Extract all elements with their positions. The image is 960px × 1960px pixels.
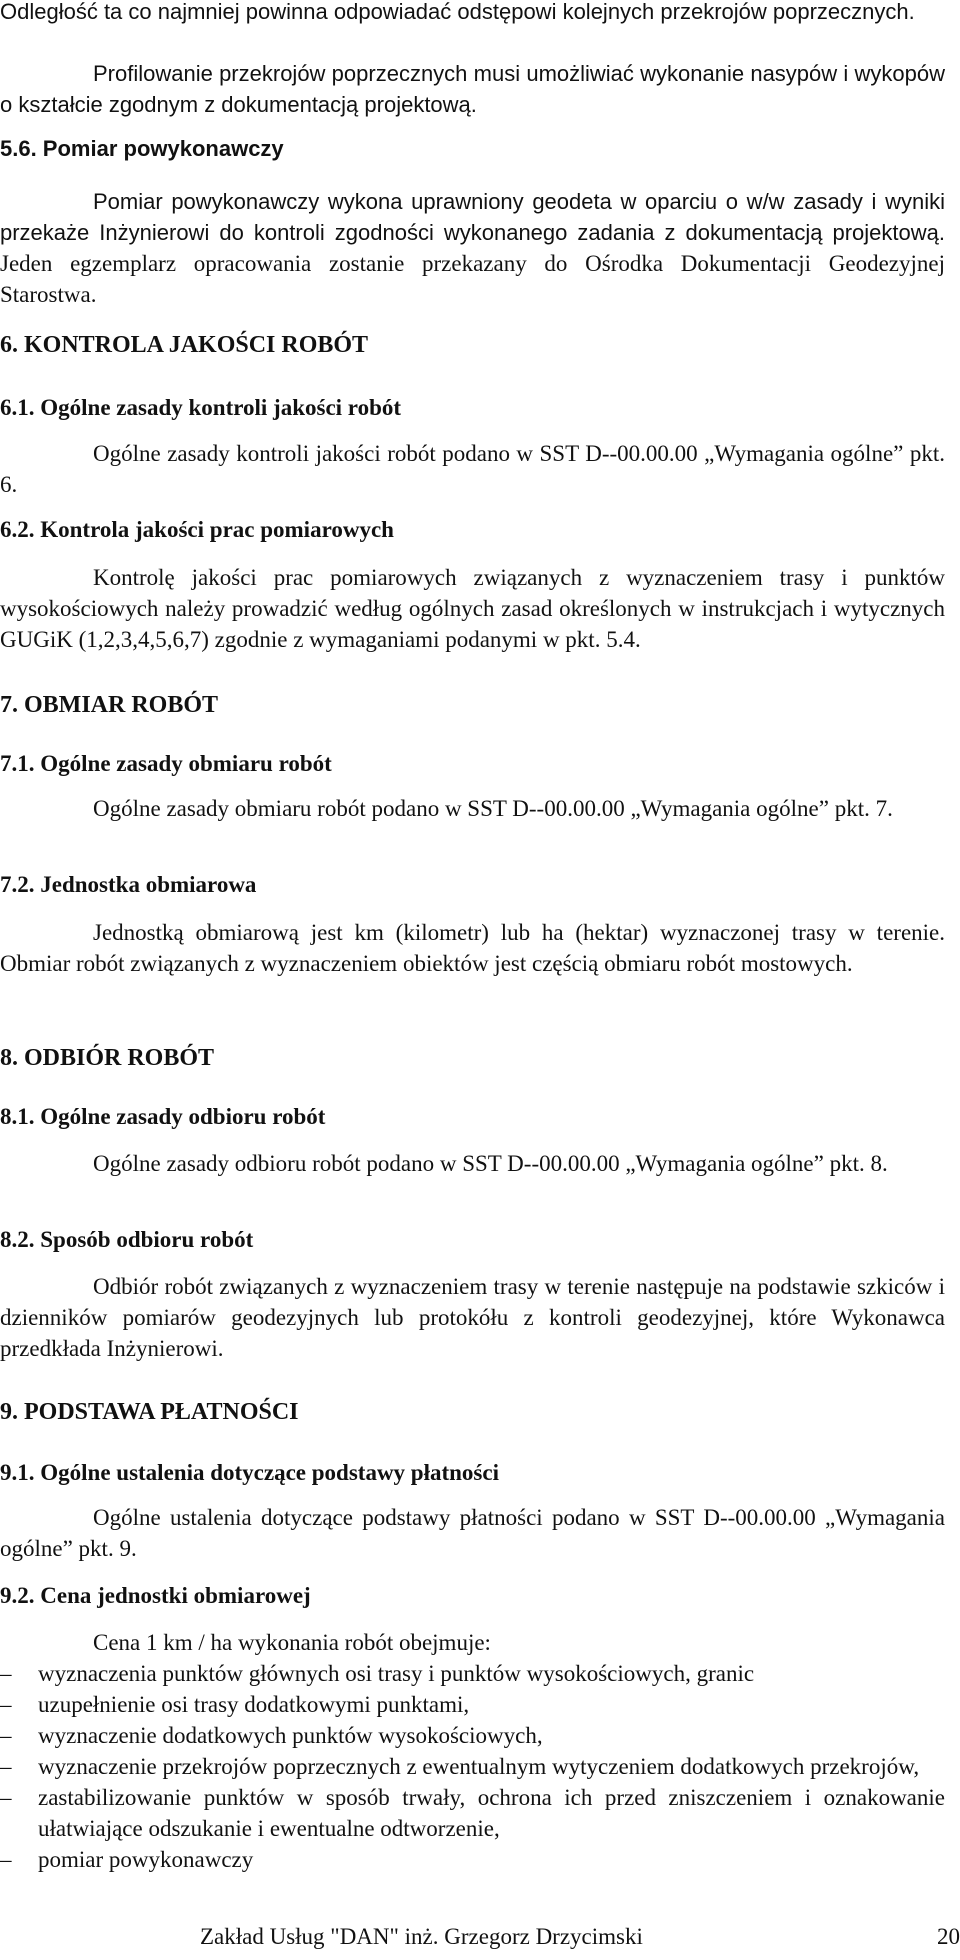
section-6-heading: 6. KONTROLA JAKOŚCI ROBÓT: [0, 332, 369, 358]
dash-bullet: –: [0, 1785, 12, 1810]
section-9-1-heading: 9.1. Ogólne ustalenia dotyczące podstawy płatności: [0, 1460, 499, 1485]
dash-bullet: –: [0, 1723, 12, 1748]
section-8-2-text: Odbiór robót związanych z wyznaczeniem trasy w terenie następuje na podstawie szkiców i dzienników pomiarów geodezyjnych lub protokółu z kontroli geodezyjnej, które Wykonawca przedkłada Inżynierowi.: [0, 1274, 945, 1361]
section-8-1-heading: 8.1. Ogólne zasady odbioru robót: [0, 1104, 326, 1129]
section-5-6-text-a: Pomiar powykonawczy wykona uprawniony geodeta w oparciu o w/w zasady i wyniki przekaże Inżynierowi do kontroli zgodności wykonanego zadania z dokumentacją projektową.: [0, 189, 945, 245]
section-9-2-heading: 9.2. Cena jednostki obmiarowej: [0, 1583, 311, 1608]
section-7-2-text: Jednostką obmiarową jest km (kilometr) lub ha (hektar) wyznaczonej trasy w terenie. Obmiar robót związanych z wyznaczeniem obiektów jest częścią obmiaru robót mostowych.: [0, 920, 945, 976]
section-8-2-heading: 8.2. Sposób odbioru robót: [0, 1227, 254, 1252]
section-5-6-heading: 5.6. Pomiar powykonawczy: [0, 136, 284, 161]
section-5-6-text: [0, 186, 945, 310]
section-6-1-text: Ogólne zasady kontroli jakości robót podano w SST D--00.00.00 „Wymagania ogólne” pkt. 6.: [0, 441, 945, 497]
section-7-1-text: Ogólne zasady obmiaru robót podano w SST D--00.00.00 „Wymagania ogólne” pkt. 7.: [93, 796, 893, 821]
section-8-1-text: Ogólne zasady odbioru robót podano w SST D--00.00.00 „Wymagania ogólne” pkt. 8.: [93, 1151, 888, 1176]
section-6-2-heading: 6.2. Kontrola jakości prac pomiarowych: [0, 517, 394, 542]
list-item: – wyznaczenie przekrojów poprzecznych z ewentualnym wytyczeniem dodatkowych przekrojów,: [0, 1751, 945, 1782]
dash-bullet: –: [0, 1847, 12, 1872]
dash-bullet: –: [0, 1754, 12, 1779]
intro-paragraph-1: Odległość ta co najmniej powinna odpowiadać odstępowi kolejnych przekrojów poprzecznych.: [0, 0, 915, 24]
section-7-1-heading: 7.1. Ogólne zasady obmiaru robót: [0, 751, 332, 776]
section-9-2-text: Cena 1 km / ha wykonania robót obejmuje:: [93, 1630, 491, 1655]
page-number: 20: [937, 1924, 960, 1949]
section-7-heading: 7. OBMIAR ROBÓT: [0, 692, 219, 718]
section-6-1-heading: 6.1. Ogólne zasady kontroli jakości robót: [0, 395, 402, 420]
price-items-list: [0, 1658, 945, 1875]
list-item: – wyznaczenie dodatkowych punktów wysokościowych,: [0, 1720, 945, 1751]
section-6-2-text: Kontrolę jakości prac pomiarowych związanych z wyznaczeniem trasy i punktów wysokościowych należy prowadzić według ogólnych zasad określonych w instrukcjach i wytycznych GUGiK (1,2,3,4,5,6,7) zgodnie z wymaganiami podanymi w pkt. 5.4.: [0, 565, 945, 652]
list-item: – uzupełnienie osi trasy dodatkowymi punktami,: [0, 1689, 945, 1720]
section-9-1-text: Ogólne ustalenia dotyczące podstawy płatności podano w SST D--00.00.00 „Wymagania ogólne” pkt. 9.: [0, 1505, 945, 1561]
list-item: – wyznaczenia punktów głównych osi trasy i punktów wysokościowych, granic: [0, 1658, 945, 1689]
dash-bullet: –: [0, 1661, 12, 1686]
section-5-6-text-b: Jeden egzemplarz opracowania zostanie przekazany do Ośrodka Dokumentacji Geodezyjnej Starostwa.: [0, 251, 945, 307]
list-item: – pomiar powykonawczy: [0, 1844, 945, 1875]
page-footer: [200, 1922, 960, 1952]
intro-paragraph-2: Profilowanie przekrojów poprzecznych musi umożliwiać wykonanie nasypów i wykopów o kształcie zgodnym z dokumentacją projektową.: [0, 61, 945, 117]
section-8-heading: 8. ODBIÓR ROBÓT: [0, 1045, 215, 1071]
list-item: – zastabilizowanie punktów w sposób trwały, ochrona ich przed zniszczeniem i oznakowanie ułatwiające odszukanie i ewentualne odtworzenie,: [0, 1782, 945, 1844]
section-7-2-heading: 7.2. Jednostka obmiarowa: [0, 872, 257, 897]
section-9-heading: 9. PODSTAWA PŁATNOŚCI: [0, 1399, 299, 1425]
footer-company: Zakład Usług "DAN" inż. Grzegorz Drzycimski: [200, 1924, 643, 1949]
dash-bullet: –: [0, 1692, 12, 1717]
